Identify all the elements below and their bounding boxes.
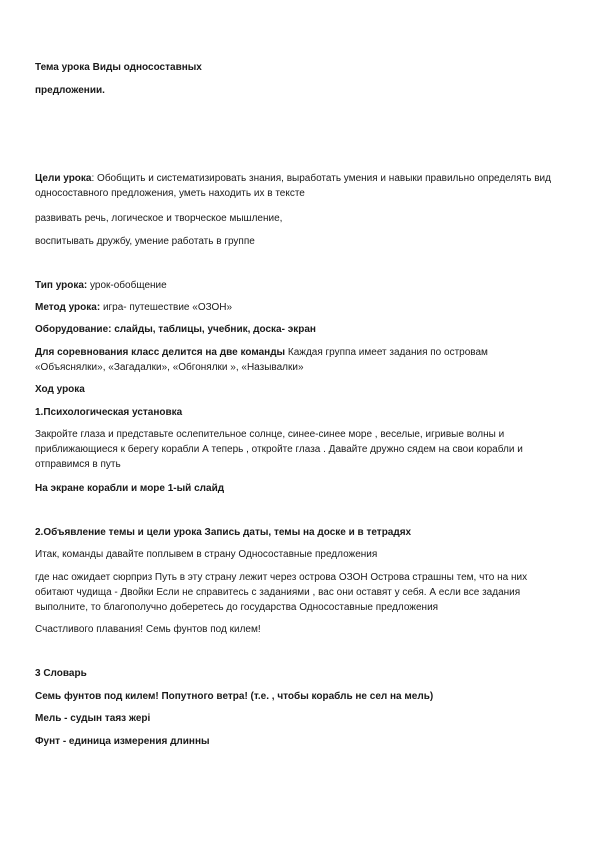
section2-para1: Итак, команды давайте поплывем в страну Односоставные предложения [35, 549, 378, 560]
screen-slide1: На экране корабли и море 1-ый слайд [35, 483, 225, 494]
goal-speech: развивать речь, логическое и творческое мышление, [35, 213, 283, 224]
method-label: Метод урока: [35, 302, 101, 313]
lesson-topic-line2: предложении. [35, 85, 105, 96]
section1-title: 1.Психологическая установка [35, 407, 183, 418]
lesson-method [35, 300, 560, 315]
section1-text: Закройте глаза и представьте ослепительное солнце, синее-синее море , веселые, игривые волны и приближающиеся к берегу корабли А теперь , откройте глаза . Давайте дружно сядем на свои корабли и отправимся в путь [35, 429, 523, 470]
method-text: игра- путешествие «ОЗОН» [100, 302, 233, 313]
section2-title: 2.Объявление темы и цели урока Запись даты, темы на доске и в тетрадях [35, 527, 412, 538]
competition-label: Для соревнования класс делится на две команды [35, 347, 286, 358]
lesson-equipment: Оборудование: слайды, таблицы, учебник, доска- экран [35, 324, 316, 335]
type-label: Тип урока: [35, 280, 88, 291]
section3-line2: Мель - судын таяз жері [35, 713, 151, 724]
section3-line3: Фунт - единица измерения длинны [35, 736, 210, 747]
lesson-course-heading: Ход урока [35, 384, 85, 395]
section2-para3: Счастливого плавания! Семь фунтов под килем! [35, 624, 261, 635]
competition-text: Каждая группа имеет задания по островам «Объяснялки», «Загадалки», «Обгонялки », «Называлки» [35, 347, 488, 373]
type-text: урок-обобщение [87, 280, 167, 291]
competition-info [35, 345, 560, 375]
lesson-goals [35, 171, 560, 201]
section3-line1: Семь фунтов под килем! Попутного ветра! (т.е. , чтобы корабль не сел на мель) [35, 691, 434, 702]
lesson-type [35, 278, 560, 293]
goal-friendship: воспитывать дружбу, умение работать в группе [35, 236, 255, 247]
goals-text: : Обобщить и систематизировать знания, выработать умения и навыки правильно определять вид односоставного предложения, уметь находить их в тексте [35, 173, 551, 199]
lesson-topic-line1: Тема урока Виды односоставных [35, 62, 202, 73]
section3-title: 3 Словарь [35, 668, 87, 679]
goals-label: Цели урока [35, 173, 92, 184]
section2-para2: где нас ожидает сюрприз Путь в эту страну лежит через острова ОЗОН Острова страшны тем, что на них обитают чудища - Двойки Если не справитесь с заданиями , вас они оставят у себя. А если все задания выполните, то благополучно доберетесь до государства Односоставные предложения [35, 572, 528, 613]
